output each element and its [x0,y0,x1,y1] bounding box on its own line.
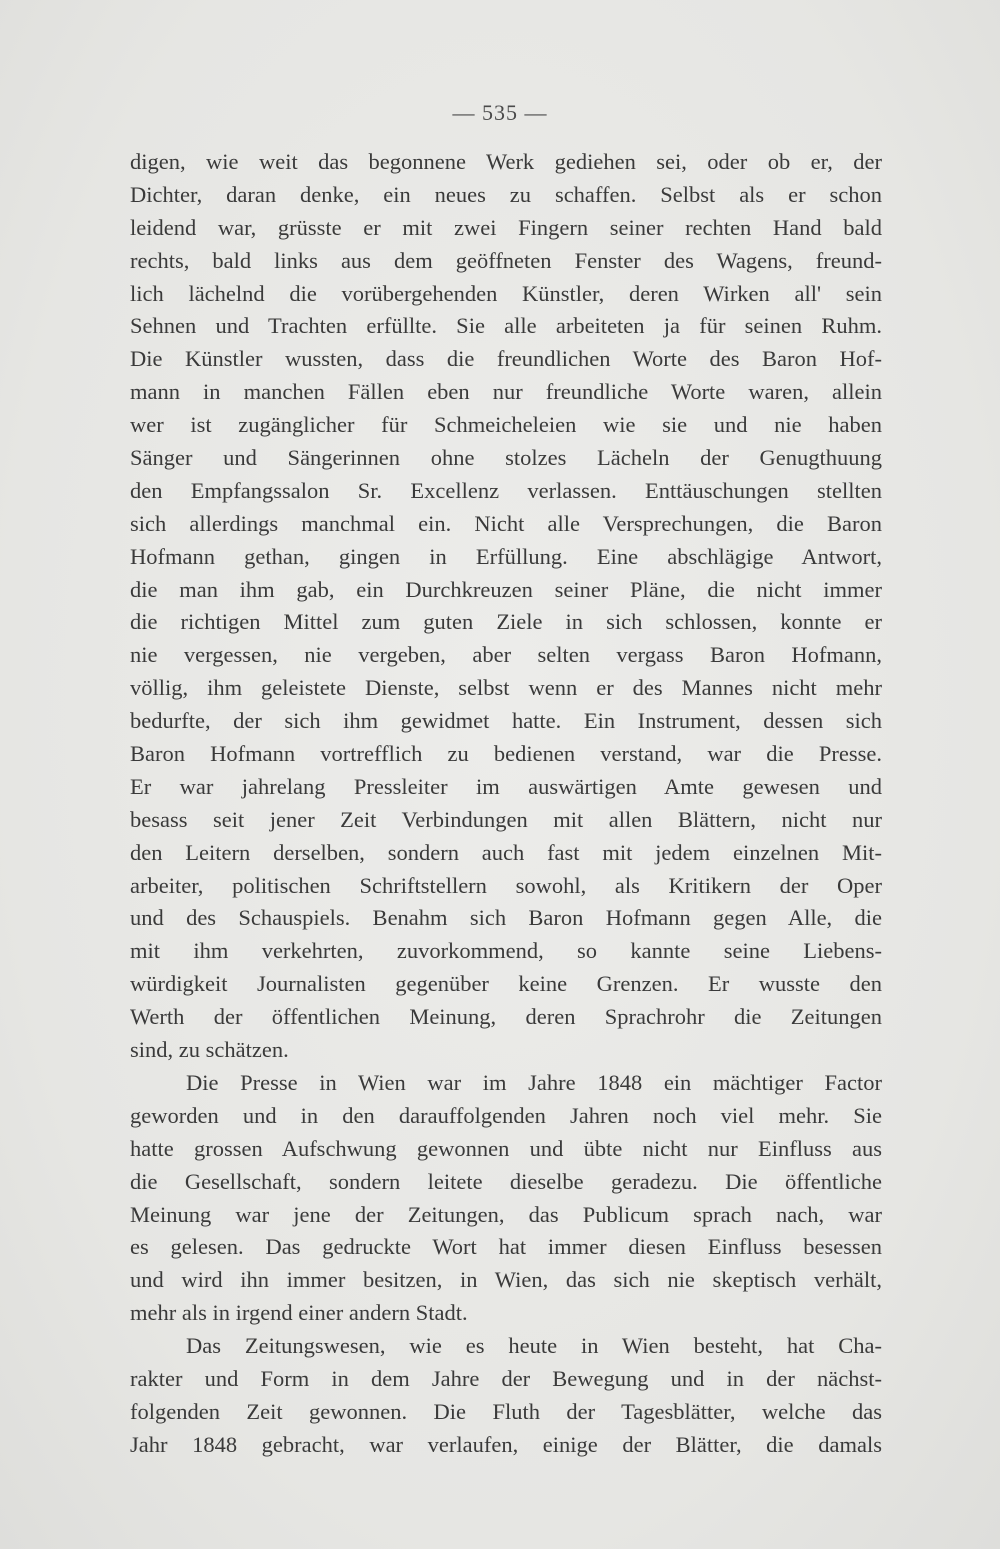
text-line: digen, wie weit das begonnene Werk gediehen sei, oder ob er, der [130,149,882,174]
text-line: Sehnen und Trachten erfüllte. Sie alle arbeiteten ja für seinen Ruhm. [130,313,882,339]
text-line: Baron Hofmann vortrefflich zu bedienen verstand, war die Presse. [130,741,882,767]
page-number: — 535 — [452,100,548,125]
text-line: die man ihm gab, ein Durchkreuzen seiner Pläne, die nicht immer [130,576,882,602]
text-line: Dichter, daran denke, ein neues zu schaffen. Selbst als er schon [130,181,882,207]
text-line: Sänger und Sängerinnen ohne stolzes Lächeln der Genugthuung [130,445,882,471]
text-line: würdigkeit Journalisten gegenüber keine Grenzen. Er wusste den [130,971,882,997]
text-line: Er war jahrelang Pressleiter im auswärtigen Amte gewesen und [130,773,882,799]
text-line: Die Presse in Wien war im Jahre 1848 ein mächtiger Factor [186,1069,882,1095]
text-line: Jahr 1848 gebracht, war verlaufen, einige der Blätter, die damals [130,1431,882,1457]
text-line: mit ihm verkehrten, zuvorkommend, so kannte seine Liebens- [130,938,882,964]
body-text [130,146,882,1462]
text-line: Das Zeitungswesen, wie es heute in Wien besteht, hat Cha- [186,1333,882,1359]
text-line: lich lächelnd die vorübergehenden Künstler, deren Wirken all' sein [130,280,882,306]
text-line: hatte grossen Aufschwung gewonnen und übte nicht nur Einfluss aus [130,1135,882,1161]
text-line: rechts, bald links aus dem geöffneten Fenster des Wagens, freund- [130,247,882,273]
text-line: es gelesen. Das gedruckte Wort hat immer diesen Einfluss besessen [130,1234,882,1260]
text-line: sind, zu schätzen. [130,1037,289,1063]
text-line: und wird ihn immer besitzen, in Wien, das sich nie skeptisch verhält, [130,1267,882,1293]
text-line: den Leitern derselben, sondern auch fast mit jedem einzelnen Mit- [130,839,882,865]
text-line: mehr als in irgend einer andern Stadt. [130,1300,468,1326]
text-line: geworden und in den darauffolgenden Jahren noch viel mehr. Sie [130,1102,882,1128]
text-line: die Gesellschaft, sondern leitete dieselbe geradezu. Die öffentliche [130,1168,882,1194]
text-line: folgenden Zeit gewonnen. Die Fluth der Tagesblätter, welche das [130,1398,882,1424]
text-line: die richtigen Mittel zum guten Ziele in sich schlossen, konnte er [130,609,882,635]
text-line: wer ist zugänglicher für Schmeicheleien wie sie und nie haben [130,412,882,438]
text-line: Die Künstler wussten, dass die freundlichen Worte des Baron Hof- [130,346,882,372]
text-line: sich allerdings manchmal ein. Nicht alle Versprechungen, die Baron [130,510,882,536]
text-line: den Empfangssalon Sr. Excellenz verlassen. Enttäuschungen stellten [130,477,882,503]
text-line: und des Schauspiels. Benahm sich Baron Hofmann gegen Alle, die [130,905,882,931]
text-line: mann in manchen Fällen eben nur freundliche Worte waren, allein [130,379,882,405]
text-line: Werth der öffentlichen Meinung, deren Sprachrohr die Zeitungen [130,1004,882,1030]
text-line: besass seit jener Zeit Verbindungen mit allen Blättern, nicht nur [130,806,882,832]
text-line: völlig, ihm geleistete Dienste, selbst wenn er des Mannes nicht mehr [130,675,882,701]
text-line: nie vergessen, nie vergeben, aber selten vergass Baron Hofmann, [130,642,882,668]
text-line: rakter und Form in dem Jahre der Bewegung und in der nächst- [130,1365,882,1391]
text-line: Meinung war jene der Zeitungen, das Publicum sprach nach, war [130,1201,882,1227]
text-line: leidend war, grüsste er mit zwei Fingern seiner rechten Hand bald [130,214,882,240]
text-line: bedurfte, der sich ihm gewidmet hatte. Ein Instrument, dessen sich [130,708,882,734]
text-line: Hofmann gethan, gingen in Erfüllung. Eine abschlägige Antwort, [130,543,882,569]
text-line: arbeiter, politischen Schriftstellern sowohl, als Kritikern der Oper [130,872,882,898]
